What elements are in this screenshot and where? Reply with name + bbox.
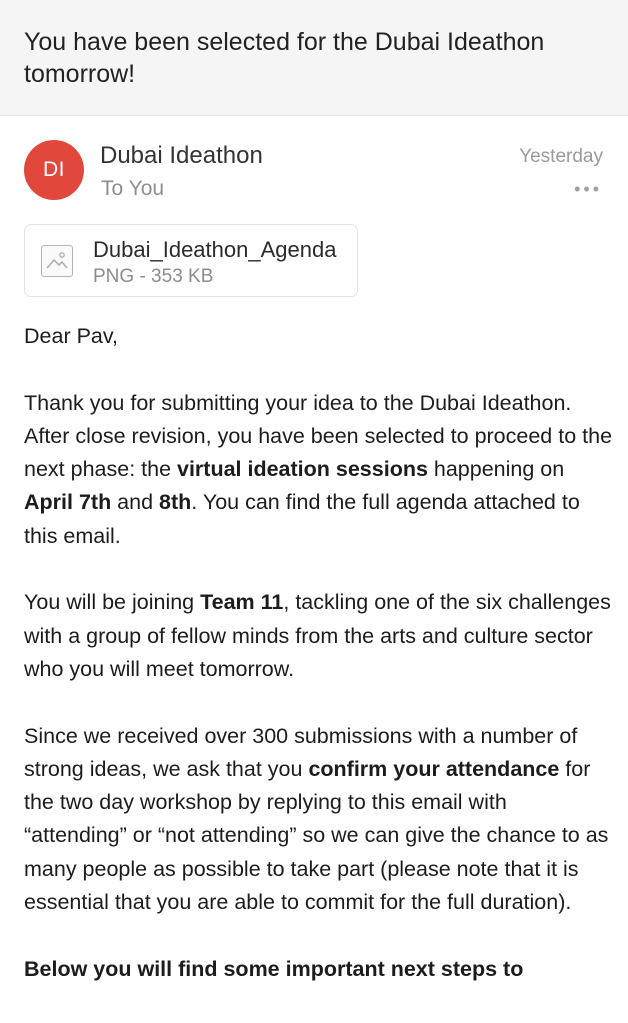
email-date: Yesterday (519, 146, 603, 167)
body-text: . You can find the full agenda attached to this email. (24, 490, 580, 548)
attachment-name: Dubai_Ideathon_Agenda (93, 237, 337, 262)
body-bold: Below you will find some important next steps to (24, 956, 524, 981)
body-text: , tackling one of the six challenges with a group of fellow minds from the arts and culture sector who you will meet tomorrow. (24, 590, 611, 681)
body-text: Thank you for submitting your idea to the Dubai Ideathon. After close revision, you have been selected to proceed to the next phase: the (24, 390, 613, 482)
email-body (24, 320, 614, 1019)
image-file-icon (41, 245, 73, 277)
greeting: Dear Pav, (24, 324, 118, 348)
sender-avatar[interactable]: DI (24, 140, 84, 200)
body-bold: virtual ideation sessions (177, 457, 428, 482)
body-bold: Team 11 (200, 590, 284, 615)
body-paragraph-1 (24, 387, 614, 553)
attachment-meta: PNG - 353 KB (93, 266, 214, 287)
ellipsis-icon[interactable]: ••• (574, 179, 602, 199)
body-text: and (111, 490, 160, 515)
email-header (0, 116, 628, 216)
email-subject: You have been selected for the Dubai Ideathon tomorrow! (24, 28, 545, 88)
body-bold: confirm your attendance (308, 756, 560, 781)
body-paragraph-4 (24, 953, 614, 986)
body-text: happening on (427, 457, 565, 482)
recipient-line[interactable]: To You (101, 177, 165, 200)
body-text: Since we received over 300 submissions with a number of strong ideas, we ask that you (24, 723, 578, 781)
body-text: for the two day workshop by replying to this email with “attending” or “not attending” so we can give the chance to as many people as possible to take part (please note that it is essential that you are able to commit for the full duration). (24, 756, 609, 915)
body-text: You will be joining (24, 590, 201, 615)
body-paragraph-3 (24, 720, 614, 920)
body-paragraph-2 (24, 586, 614, 686)
subject-bar (0, 0, 628, 116)
body-bold: 8th (159, 490, 192, 515)
attachment-card[interactable] (24, 224, 358, 297)
body-bold: April 7th (24, 490, 112, 515)
sender-name[interactable]: Dubai Ideathon (100, 142, 263, 169)
